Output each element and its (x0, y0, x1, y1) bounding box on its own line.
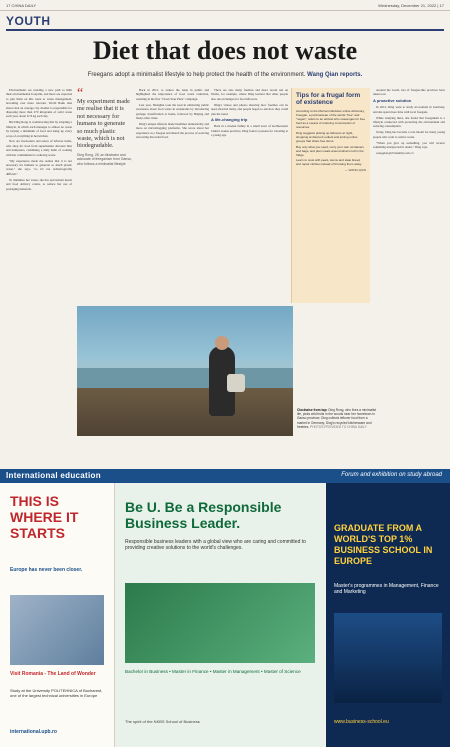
ad-graduate-programmes: Master's programmes in Management, Finance and Marketing (334, 583, 439, 596)
ad-romania-url[interactable]: international.upb.ro (10, 729, 57, 735)
paragraph: Born in a modest family in a small town of northwestern China's Gansu province, Ding found a passion for traveling at a young age. (211, 124, 288, 138)
ad-graduate-image (334, 613, 442, 703)
ad-romania[interactable] (0, 483, 115, 747)
tips-author: — WANG QIAN (344, 168, 366, 173)
ad-business-image (125, 583, 315, 663)
page-number-left: 17 CHINA DAILY (6, 3, 37, 8)
ad-header-title: International education (6, 471, 101, 480)
paragraph: Today, Ding has become a role model for many young people who want to reduce waste. (373, 130, 445, 139)
ad-graduate[interactable] (326, 483, 450, 747)
headline: Diet that does not waste (92, 36, 358, 65)
masthead (0, 0, 450, 11)
tips-body (292, 109, 370, 167)
ad-business-programs: Bachelor in Business • Master in Finance • Master in Management • Master of Science (125, 669, 301, 674)
ad-business-title: Be U. Be a Responsible Business Leader. (125, 499, 282, 531)
tips-title: Tips for a frugal form of existence (296, 92, 361, 107)
pull-quote-attribution: Ding Rong, 28, an illustrator and advocate of freeganism from Gansu, who follows a minimalist lifestyle (77, 152, 132, 166)
section-rule (6, 29, 444, 31)
quote-mark-icon: “ (77, 86, 84, 101)
ad-romania-study: Study at the University POLITEHNICA of Bucharest, one of the largest technical universities in Europe (10, 688, 103, 698)
paragraph: Environments are trending a new path to limit their environmental footprint, and more are expected to join them on this route to waste management, becoming ever more relevant. World Bank data shows that an average city dweller is responsible for disposing more than 270 kilograms of solid waste each year, about 0.74 kg each day. (6, 88, 72, 119)
article-column-4 (211, 88, 288, 303)
byline: Wang Qian reports. (307, 72, 363, 78)
ad-business-school[interactable] (115, 483, 325, 747)
paragraph: There are also many freebies and more recent ads on Weibo, for example, where Ding learned that other people also run exchanges for food leftovers. (211, 88, 288, 101)
article-column-1 (6, 88, 72, 463)
paragraph: Ding's videos and photos showing how freebies can be used attracted many, and people began to ask how they could join the trend. (211, 102, 288, 116)
author-email: wangqian@chinadaily.com.cn (376, 150, 414, 155)
paragraph: Around the world, lots of freegan-like practices have taken root. (373, 88, 445, 97)
pull-quote-text: My experiment made me realise that it is not necessary for humans to generate so much plastic waste, which is not biodegradable. (77, 98, 130, 150)
tips-sidebar (291, 88, 370, 303)
tips-paragraph: Buy only what you need, carry your own containers and bags, and plan meals around what is left in the fridge. (296, 144, 364, 157)
photo-sea (77, 368, 293, 388)
photo-credit: PHOTOS PROVIDED TO CHINA DAILY (310, 424, 367, 429)
caption-text: Ding Rong, who lives a minimalist life, picks wild fruits in the woods near her hometown in Gansu province; Ding collects leftover food from a market in Germany; Ding's recycled kitchenware and freebies. (297, 408, 377, 429)
photo-person-head (215, 336, 229, 350)
photo-caption (297, 408, 377, 429)
paragraph: "My experience made me realize that it is not necessary for humans to generate so much plastic waste," she says, "so it's not technologically difficult." (6, 158, 72, 176)
standfirst-text: Freegans adopt a minimalist lifestyle to help protect the health of the environment. (87, 72, 306, 78)
tips-paragraph: Learn to cook with peels, stems and stale bread, and repair clothes instead of throwing them away. (296, 158, 362, 167)
paragraph: In 2012, Ding went to study art-tourism in Germany, and she spent more time with local freegans. (373, 105, 445, 114)
paragraph: "When you give up something, you will receive something unexpected in return," Ding says. (373, 140, 445, 149)
tips-paragraph: According to the Merriam-Webster online dictionary, Freegan, a portmanteau of the words "free" and "vegan", refers to an activist who scavenges for free food as a means of reducing consumption of resources. (296, 108, 365, 130)
paragraph: To minimize her waste, she has quit instant meals and food delivery orders, to reduce her use of packaging materials. (6, 177, 72, 191)
photo-bag (227, 374, 245, 392)
ad-graduate-headline: GRADUATE FROM A WORLD'S TOP 1% BUSINESS SCHOOL IN EUROPE (334, 523, 433, 566)
ad-banner-header (0, 469, 450, 483)
ad-romania-visit: Visit Romania - The Land of Wonder (10, 671, 96, 677)
subheading: A proactive solution (373, 97, 412, 103)
caption-lead: Clockwise from top: (297, 408, 328, 412)
ad-business-tagline: Responsible business leaders with a global view who are caring and committed to providing creative solutions to the world's challenges. (125, 539, 306, 552)
page-date: Wednesday, December 21, 2022 | 17 (378, 3, 444, 8)
photo-pier (77, 388, 293, 436)
ad-graduate-url[interactable]: www.business-school.eu (334, 719, 389, 725)
pull-quote (77, 86, 132, 166)
paragraph: While studying there, she found that freeganism is a lifestyle connected with protecting the environment and reducing consumption. (373, 115, 445, 129)
article-photo (77, 306, 293, 436)
paragraph: Last year, Shanghai took the lead in enhancing public awareness about food waste in restaurants by introducing garbage classification at home, followed by Beijing and many other cities. (136, 102, 209, 120)
paragraph: But Ding Rong is counteracting this by adopting a lifestyle, in which each manages to almost no waste by buying a minimum of food and using up every scrap of everything in her kitchen. (6, 120, 72, 138)
standfirst (0, 72, 450, 78)
ad-romania-tagline: Europe has never been closer. (10, 567, 83, 573)
tips-paragraph: Ding suggests picking up leftovers at night, shopping at discount outlets and joining online groups that share free items. (296, 130, 358, 143)
article-column-5 (373, 88, 445, 463)
paragraph: Back in 2015, to reduce the issue in public and highlighted the importance of food waste reduction, resulting in the first "Clean Your Plate" campaign. (136, 88, 209, 101)
ad-romania-headline: THIS IS WHERE IT STARTS (10, 493, 79, 541)
paragraph: Now are freeloaders and eaters of leftover items, who shop for food from supermarket discount bins and dumpsters, combining a daily habit of cooking with her commitment to reducing waste. (6, 139, 72, 157)
ad-romania-image (10, 595, 104, 665)
ad-header-subtitle: Forum and exhibition on study abroad (341, 472, 442, 478)
subheading: A life-changing trip (211, 116, 248, 122)
paragraph: Ding's unique lifestyle made headlines domestically and more on microblogging platforms. She wrote about her experience as a freegan and shared the process of sourcing and eating discarded food. (136, 121, 209, 140)
section-label: YOUTH (6, 14, 51, 28)
ad-business-footer: The spirit of the NKBS School of Business (125, 719, 200, 724)
article-column-3 (136, 88, 209, 303)
